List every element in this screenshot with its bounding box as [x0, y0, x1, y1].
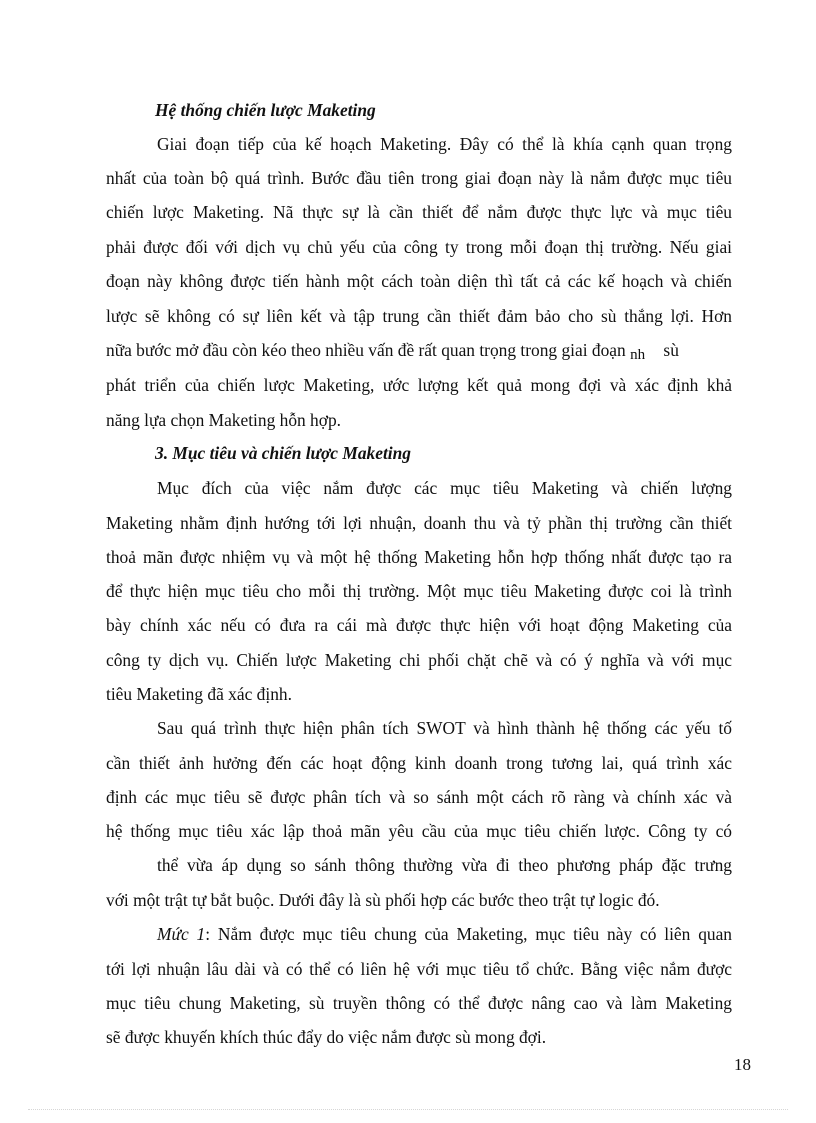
paragraph-3-line-2: cần thiết ảnh hưởng đến các hoạt động kinh doanh trong tương lai, quá trình xác — [106, 753, 732, 773]
paragraph-1-line-1: Giai đoạn tiếp của kế hoạch Maketing. Đây có thể là khía cạnh quan trọng — [157, 134, 732, 154]
level-1-label: Mức 1 — [157, 924, 206, 944]
paragraph-2-line-7: tiêu Maketing đã xác định. — [106, 684, 292, 704]
paragraph-2-line-5: bày chính xác nếu có đưa ra cái mà được thực hiện với hoạt động Maketing của — [106, 615, 732, 635]
paragraph-1-line-7-end: sù — [663, 340, 679, 360]
paragraph-1-line-7-text: nữa bước mở đầu còn kéo theo nhiều vấn đề rất quan trọng trong giai đoạn — [106, 340, 626, 360]
paragraph-1-line-7 — [106, 339, 679, 366]
paragraph-2-line-3: thoả mãn được nhiệm vụ và một hệ thống Maketing hỗn hợp thống nhất được tạo ra — [106, 547, 732, 567]
paragraph-4-line-4: sẽ được khuyến khích thúc đẩy do việc nắm được sù mong đợi. — [106, 1027, 547, 1047]
paragraph-1-line-5: đoạn này không được tiến hành một cách toàn diện thì tất cả các kế hoạch và chiến — [106, 271, 732, 291]
paragraph-3-line-4: hệ thống mục tiêu xác lập thoả mãn yêu cầu của mục tiêu chiến lược. Công ty có — [106, 821, 732, 841]
paragraph-4-line-1 — [157, 923, 732, 945]
paragraph-3-line-5: thể vừa áp dụng so sánh thông thường vừa đi theo phương pháp đặc trưng — [157, 855, 732, 875]
paragraph-1-line-4: phải được đối với dịch vụ chủ yếu của công ty trong mỗi đoạn thị trường. Nếu giai — [106, 237, 732, 257]
paragraph-2-line-6: công ty dịch vụ. Chiến lược Maketing chi phối chặt chẽ và có ý nghĩa và với mục — [106, 650, 732, 670]
paragraph-3-line-1: Sau quá trình thực hiện phân tích SWOT và hình thành hệ thống các yếu tố — [157, 718, 732, 738]
page-number: 18 — [734, 1055, 751, 1074]
paragraph-2-line-1: Mục đích của việc nắm được các mục tiêu Maketing và chiến lượng — [157, 478, 732, 498]
paragraph-1-line-7-fragment: nh — [630, 347, 646, 363]
paragraph-1-line-6: lược sẽ không có sự liên kết và tập trung cần thiết đảm bảo cho sù thắng lợi. Hơn — [106, 306, 732, 326]
paragraph-2-line-4: để thực hiện mục tiêu cho mỗi thị trường. Một mục tiêu Maketing được coi là trình — [106, 581, 732, 601]
paragraph-1-line-2: nhất của toàn bộ quá trình. Bước đầu tiên trong giai đoạn này là nắm được mục tiêu — [106, 168, 732, 188]
paragraph-3-line-3: định các mục tiêu sẽ được phân tích và so sánh một cách rõ ràng và chính xác và — [106, 787, 732, 807]
paragraph-3-line-6: với một trật tự bắt buộc. Dưới đây là sù phối hợp các bước theo trật tự logic đó. — [106, 890, 660, 910]
paragraph-4-line-3: mục tiêu chung Maketing, sù truyền thông có thể được nâng cao và làm Maketing — [106, 993, 732, 1013]
section-3-heading: 3. Mục tiêu và chiến lược Maketing — [155, 443, 411, 463]
footer-divider — [28, 1109, 788, 1110]
paragraph-4-line-1-text: : Nắm được mục tiêu chung của Maketing, mục tiêu này có liên quan — [205, 924, 732, 944]
paragraph-1-line-8: phát triển của chiến lược Maketing, ước lượng kết quả mong đợi và xác định khả — [106, 375, 732, 395]
paragraph-1-line-9: năng lựa chọn Maketing hỗn hợp. — [106, 410, 341, 430]
paragraph-4-line-2: tới lợi nhuận lâu dài và có thể có liên hệ với mục tiêu tổ chức. Bằng việc nắm được — [106, 959, 732, 979]
paragraph-2-line-2: Maketing nhằm định hướng tới lợi nhuận, doanh thu và tỷ phần thị trường cần thiết — [106, 513, 732, 533]
paragraph-1-line-3: chiến lược Maketing. Nã thực sự là cần thiết để nắm được thực lực và mục tiêu — [106, 202, 732, 222]
section-heading: Hệ thống chiến lược Maketing — [155, 100, 376, 120]
